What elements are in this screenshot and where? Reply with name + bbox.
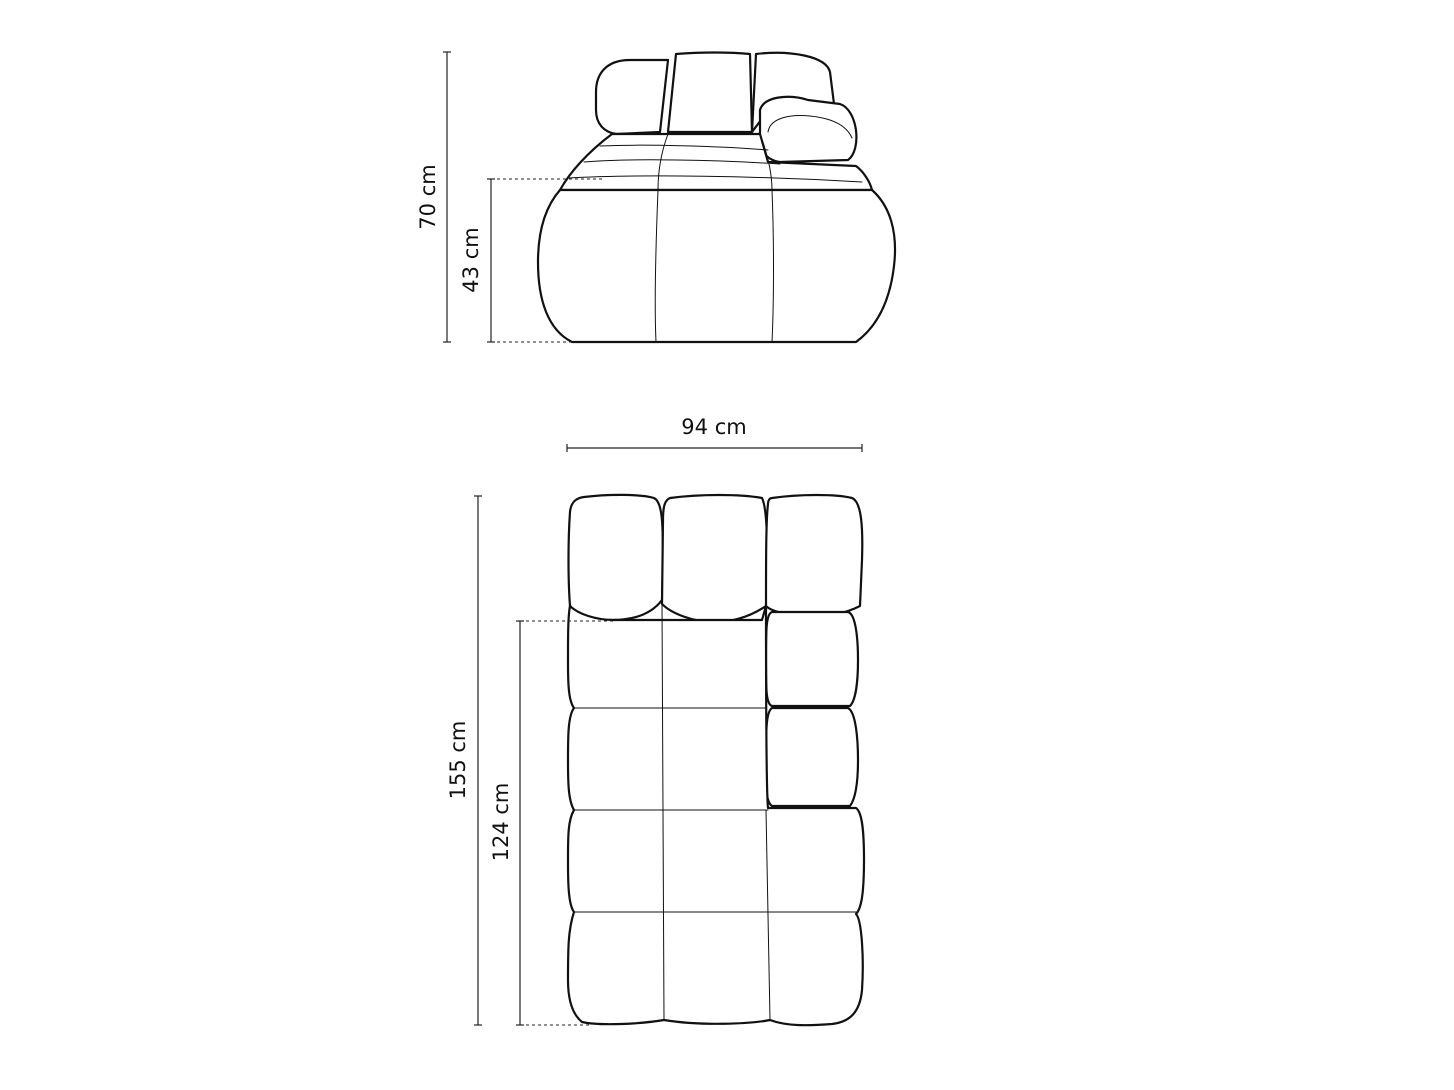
top-seat-depth-label: 124 cm: [489, 782, 513, 862]
top-back-cushion-middle: [662, 495, 767, 622]
front-view: [416, 52, 895, 342]
top-arm-front: [766, 612, 858, 706]
top-arm-back: [766, 708, 858, 806]
top-back-cushion-left: [569, 495, 664, 620]
top-length-label: 155 cm: [446, 720, 470, 800]
top-width-label: 94 cm: [681, 415, 747, 439]
front-height-label: 70 cm: [416, 164, 440, 230]
front-seat-height-label: 43 cm: [459, 227, 483, 293]
front-seat-body: [538, 190, 895, 342]
front-back-cushion-left: [596, 60, 668, 134]
front-back-cushion-middle: [668, 53, 752, 133]
top-back-cushion-right: [766, 495, 862, 617]
top-view: [446, 415, 864, 1025]
front-arm: [760, 97, 857, 162]
